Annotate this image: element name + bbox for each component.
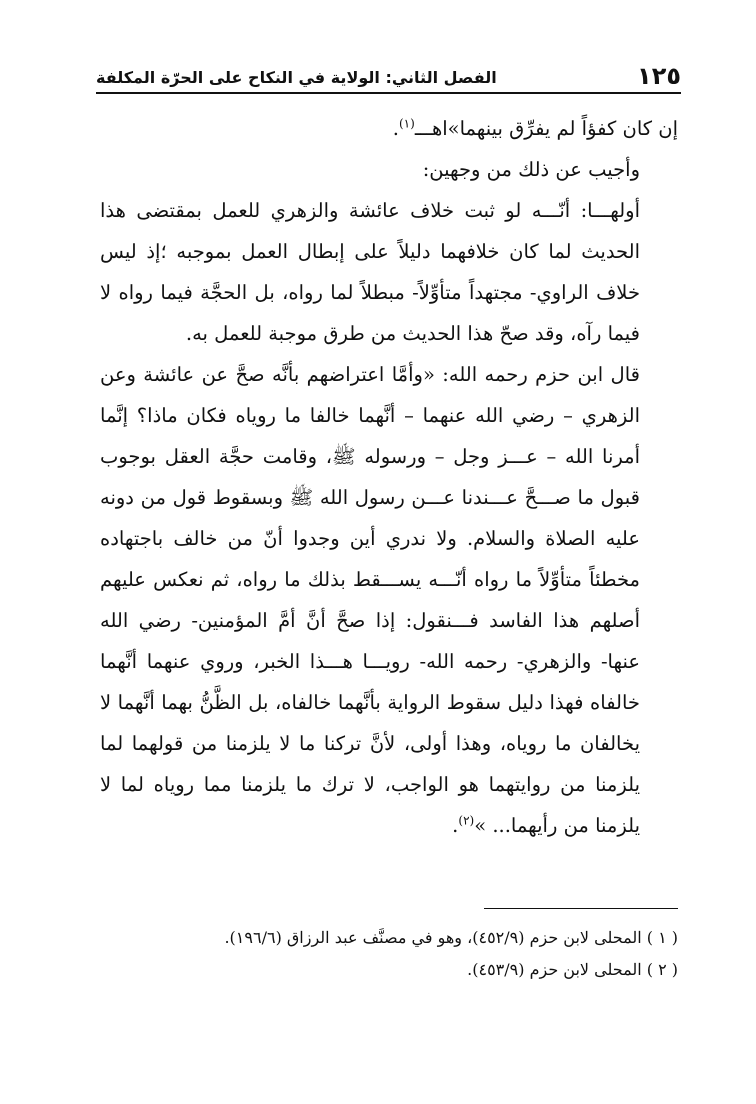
footnote-ref-2: (٢) [458,813,475,828]
paragraph-3: أولهـــا: أنّـــه لو ثبت خلاف عائشة والزهري للعمل بمقتضى هذا الحديث لما كان خلافهما دليلاً على إبطال العمل بموجبه ؛إذ ليس خلاف الراوي- مجتهداً متأوِّلاً- مبطلاً لما رواه، بل الحجَّة فيما رواه لا فيما رآه، وقد صحّ هذا الحديث من طرق موجبة للعمل به. [100,199,640,345]
footnote-1: ( ١ ) المحلى لابن حزم (٤٥٢/٩)، وهو في مصنَّف عبد الرزاق (١٩٦/٦). [224,928,678,947]
running-title: الفصل الثاني: الولاية في النكاح على الحرّة المكلفة [96,68,497,87]
body-text [100,108,678,846]
page-header [96,58,681,90]
footnotes [160,922,678,986]
paragraph-1-end: . [392,117,399,140]
paragraph-4-end: . [452,814,459,837]
paragraph-4 [100,354,678,846]
paragraph-2: وأجيب عن ذلك من وجهين: [422,158,640,181]
page-number: ١٢٥ [637,62,681,90]
header-rule [96,92,681,94]
paragraph-1-text: إن كان كفؤاً لم يفرِّق بينهما»اهـــ [414,117,678,140]
paragraph-1 [100,108,678,149]
footnote-rule [484,908,678,909]
footnote-ref-1: (١) [398,116,415,131]
paragraph-4-text: قال ابن حزم رحمه الله: «وأمَّا اعتراضهم بأنَّه صحَّ عن عائشة وعن الزهري – رضي الله عنهما – أنَّهما خالفا ما روياه فكان ماذا؟ إنَّما أمرنا الله – عـــز وجل – ورسوله ﷺ، وقامت حجَّة العقل بوجوب قبول ما صـــحَّ عـــندنا عـــن رسول الله ﷺ وبسقوط قول من دونه عليه الصلاة والسلام. ولا ندري أين وجدوا أنّ من خالف باجتهاده مخطئاً متأوِّلاً ما رواه أنّـــه يســـقط بذلك ما رواه، ثم نعكس عليهم أصلهم هذا الفاسد فـــنقول: إذا صحَّ أنَّ أمَّ المؤمنين- رضي الله عنها- والزهري- رحمه الله- رويـــا هـــذا الخبر، وروي عنهما أنَّهما خالفاه فهذا دليل سقوط الرواية بأنَّهما خالفاه، بل الظَّنُّ بهما أنَّهما لا يخالفان ما روياه، وهذا أولى، لأنَّ تركنا ما لا يلزمنا من قولهما لما يلزمنا من روايتهما هو الواجب، لا ترك ما يلزمنا مما روياه لما لا يلزمنا من رأيهما... » [100,363,640,837]
footnote-2: ( ٢ ) المحلى لابن حزم (٤٥٣/٩). [467,960,678,979]
